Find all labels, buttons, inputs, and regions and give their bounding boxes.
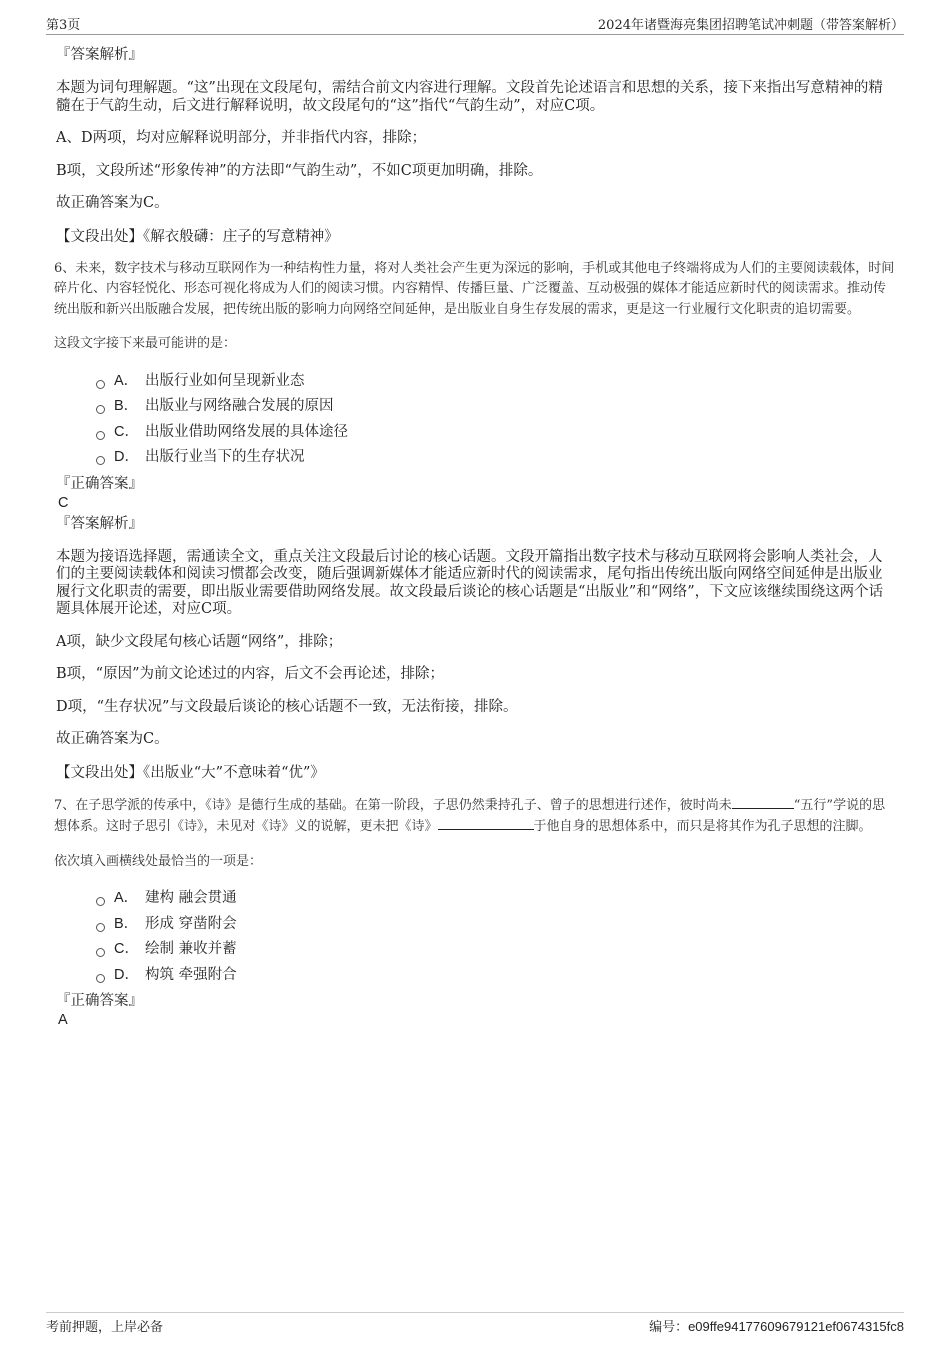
- q5-analysis-para2: A、D两项，均对应解释说明部分，并非指代内容，排除；: [56, 130, 427, 146]
- page-content: [56, 46, 896, 1030]
- q6-source: 【文段出处】《出版业“大”不意味着“优”》: [56, 764, 325, 781]
- q7-answer-heading: 『正确答案』: [56, 993, 143, 1009]
- radio-icon[interactable]: [96, 456, 105, 465]
- q6-answer: C: [58, 494, 69, 511]
- document-code: 编号：e09ffe94177609679121ef0674315fc8: [649, 1319, 904, 1335]
- q6-option-b[interactable]: B． 出版业与网络融合发展的原因: [96, 394, 896, 420]
- document-title: 2024年诸暨海亮集团招聘笔试冲刺题（带答案解析）: [597, 18, 904, 33]
- q6-prompt: 这段文字接下来最可能讲的是：: [54, 336, 237, 351]
- q5-analysis-para1: 本题为词句理解题。“这”出现在文段尾句，需结合前文内容进行理解。文段首先论述语言和思想的关系，接下来指出写意精神的精髓在于气韵生动，后文进行解释说明，故文段尾句的“这”指代“气韵生动”，对应C项。: [56, 80, 883, 114]
- fill-blank-2: [438, 816, 534, 830]
- page-footer: [46, 1312, 904, 1337]
- q5-analysis-conclusion: 故正确答案为C。: [56, 195, 169, 211]
- q6-analysis-para2: A项，缺少文段尾句核心话题“网络”，排除；: [56, 633, 343, 650]
- radio-icon[interactable]: [96, 405, 105, 414]
- radio-icon[interactable]: [96, 923, 105, 932]
- q6-option-d[interactable]: D． 出版行业当下的生存状况: [96, 445, 896, 471]
- q6-answer-heading: 『正确答案』: [56, 475, 143, 492]
- q6-options: [56, 369, 896, 471]
- q7-answer: A: [58, 1012, 68, 1028]
- q7-stem: 7、在子思学派的传承中，《诗》是德行生成的基础。在第一阶段，子思仍然秉持孔子、曾子的思想进行述作，彼时尚未 “五行”学说的思想体系。这时子思引《诗》，未见对《诗》义的说解，更未把《诗》 于他自身的思想体系中，而只是将其作为孔子思想的注脚。: [54, 795, 896, 838]
- q7-options: [56, 886, 896, 988]
- radio-icon[interactable]: [96, 948, 105, 957]
- fill-blank-1: [732, 795, 794, 809]
- footer-slogan: 考前押题，上岸必备: [46, 1320, 164, 1335]
- q5-analysis-para3: B项，文段所述“形象传神”的方法即“气韵生动”，不如C项更加明确，排除。: [56, 162, 543, 179]
- q7-option-d[interactable]: D． 构筑 牵强附合: [96, 963, 896, 989]
- q6-analysis-conclusion: 故正确答案为C。: [56, 731, 169, 747]
- radio-icon[interactable]: [96, 431, 105, 440]
- page-number: 第3页: [46, 18, 81, 33]
- q7-option-c[interactable]: C． 绘制 兼收并蓄: [96, 937, 896, 963]
- q6-option-a[interactable]: A． 出版行业如何呈现新业态: [96, 369, 896, 395]
- q6-stem: 6、未来，数字技术与移动互联网作为一种结构性力量，将对人类社会产生更为深远的影响，手机或其他电子终端将成为人们的主要阅读载体，时间碎片化、内容轻悦化、形态可视化将成为人们的阅读习惯。内容精悍、传播巨量、广泛覆盖、互动极强的媒体才能适应新时代的阅读需求。推动传统出版和新兴出版融合发展，把传统出版的影响力向网络空间延伸，是出版业自身生存发展的需求，更是这一行业履行文化职责的追切需要。: [54, 260, 895, 317]
- radio-icon[interactable]: [96, 380, 105, 389]
- q6-analysis-para4: D项，“生存状况”与文段最后谈论的核心话题不一致，无法衔接，排除。: [56, 698, 518, 715]
- q6-analysis-heading: 『答案解析』: [56, 515, 143, 532]
- radio-icon[interactable]: [96, 974, 105, 983]
- q7-prompt: 依次填入画横线处最恰当的一项是：: [54, 853, 263, 869]
- q6-analysis-para3: B项，“原因”为前文论述过的内容，后文不会再论述，排除；: [56, 666, 444, 682]
- radio-icon[interactable]: [96, 897, 105, 906]
- q5-analysis-heading: 『答案解析』: [56, 47, 143, 63]
- q6-analysis-para1: 本题为接语选择题，需通读全文，重点关注文段最后讨论的核心话题。文段开篇指出数字技术与移动互联网将会影响人类社会，人们的主要阅读载体和阅读习惯都会改变，随后强调新媒体才能适应新时代的阅读需求，尾句指出传统出版向网络空间延伸是出版业履行文化职责的需要，即出版业需要借助网络发展。故文段最后谈论的核心话题是“出版业”和“网络”，下文应该继续围绕这两个话题具体展开论述，对应C项。: [56, 548, 884, 617]
- q6-option-c[interactable]: C． 出版业借助网络发展的具体途径: [96, 420, 896, 446]
- q7-option-b[interactable]: B． 形成 穿凿附会: [96, 912, 896, 938]
- q5-source: 【文段出处】《解衣般礴：庄子的写意精神》: [56, 228, 339, 245]
- page-header: [46, 14, 904, 35]
- q7-option-a[interactable]: A． 建构 融会贯通: [96, 886, 896, 912]
